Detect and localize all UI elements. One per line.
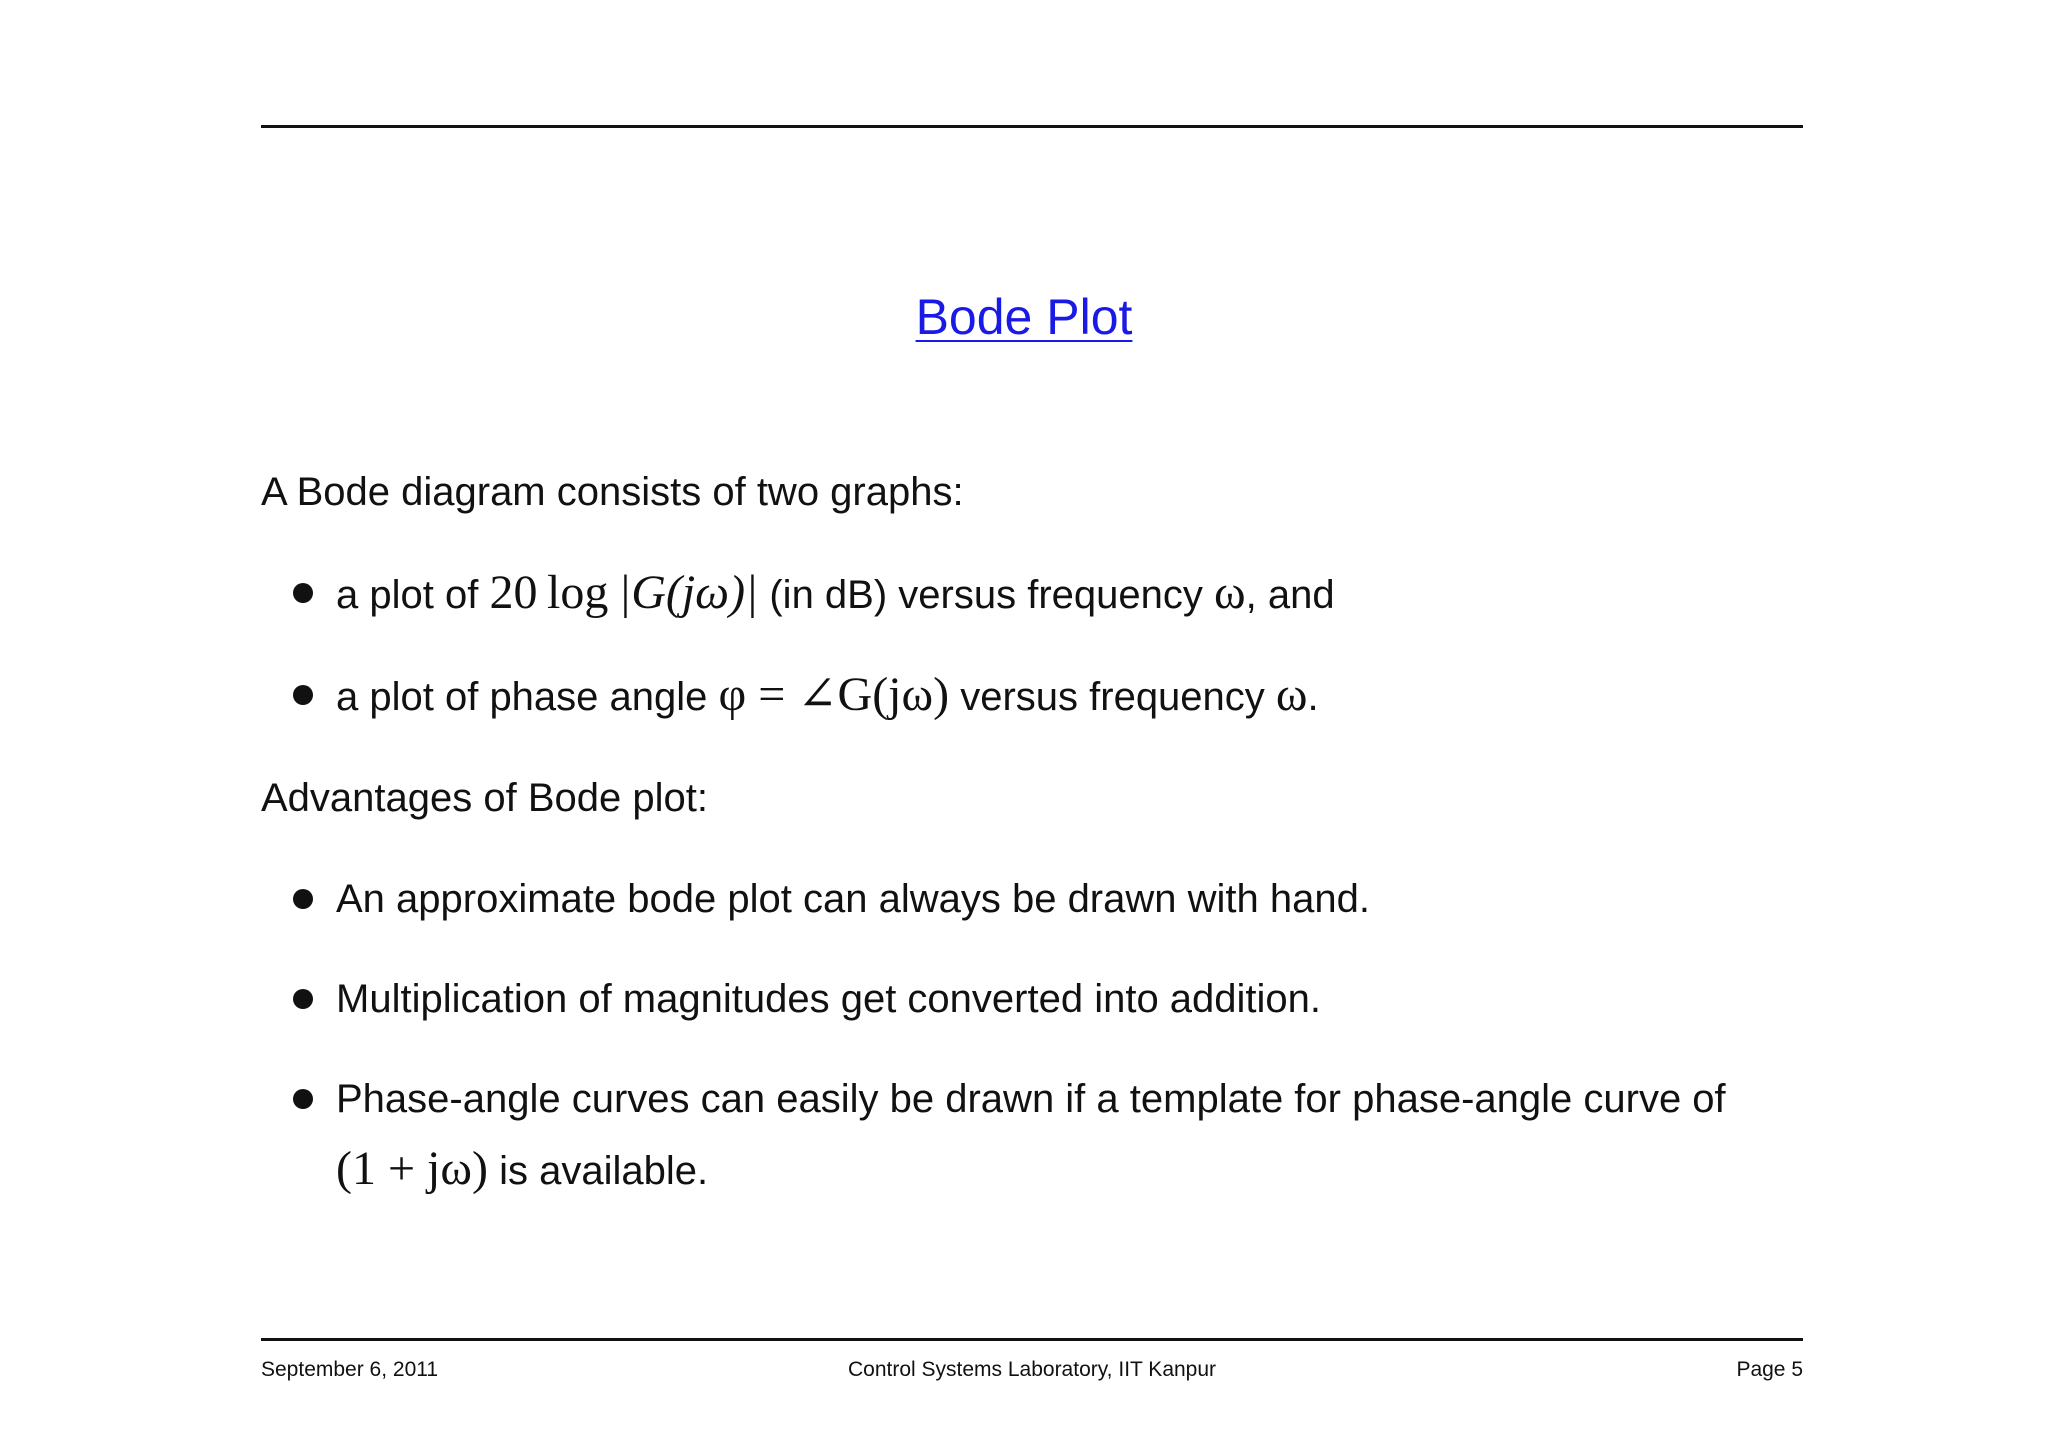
math-abs-g: |G(jω)| — [618, 566, 759, 619]
advantages-heading: Advantages of Bode plot: — [261, 776, 708, 820]
footer-lab: Control Systems Laboratory, IIT Kanpur — [847, 1358, 1217, 1381]
header-rule — [261, 125, 1803, 128]
list-item — [261, 660, 1803, 732]
graphs-list — [261, 558, 1803, 732]
graph-2-end: . — [1307, 675, 1319, 719]
advantage-3-suffix: is available. — [487, 1149, 709, 1193]
graph-1-suffix: (in dB) versus frequency — [758, 573, 1214, 617]
bullet-icon — [293, 989, 313, 1009]
footer — [261, 1358, 1803, 1398]
advantages-list — [261, 864, 1803, 1206]
graph-1-prefix: a plot of — [336, 573, 490, 617]
graph-1-omega: ω — [1214, 566, 1246, 619]
intro-text: A Bode diagram consists of two graphs: — [261, 470, 964, 514]
list-item — [261, 864, 1803, 934]
graph-2-prefix: a plot of phase angle — [336, 675, 719, 719]
list-item — [261, 964, 1803, 1034]
slide-content — [261, 458, 1803, 1206]
slide-title-link[interactable]: Bode Plot — [915, 289, 1133, 345]
bullet-icon — [293, 583, 313, 603]
footer-date: September 6, 2011 — [261, 1358, 439, 1381]
math-log: log — [547, 566, 609, 619]
graph-1-math — [489, 566, 758, 619]
footer-page-number: Page 5 — [1736, 1358, 1803, 1381]
list-item — [261, 558, 1803, 630]
list-item — [261, 1064, 1803, 1206]
advantage-2: Multiplication of magnitudes get converted into addition. — [336, 977, 1322, 1021]
graph-1-end: , and — [1245, 573, 1335, 617]
bullet-icon — [293, 889, 313, 909]
bullet-icon — [293, 685, 313, 705]
advantage-3-math: (1 + jω) — [336, 1142, 488, 1195]
math-20: 20 — [489, 566, 538, 619]
bullet-icon — [293, 1089, 313, 1109]
footer-rule — [261, 1338, 1803, 1341]
advantage-3-line1: Phase-angle curves can easily be drawn if a template for phase-angle curve of — [336, 1077, 1726, 1121]
graph-2-omega: ω — [1275, 668, 1308, 721]
slide-title — [0, 282, 2048, 352]
graph-2-suffix: versus frequency — [949, 675, 1276, 719]
advantage-1: An approximate bode plot can always be drawn with hand. — [336, 877, 1370, 921]
graph-2-math: φ = ∠G(jω) — [718, 668, 950, 721]
